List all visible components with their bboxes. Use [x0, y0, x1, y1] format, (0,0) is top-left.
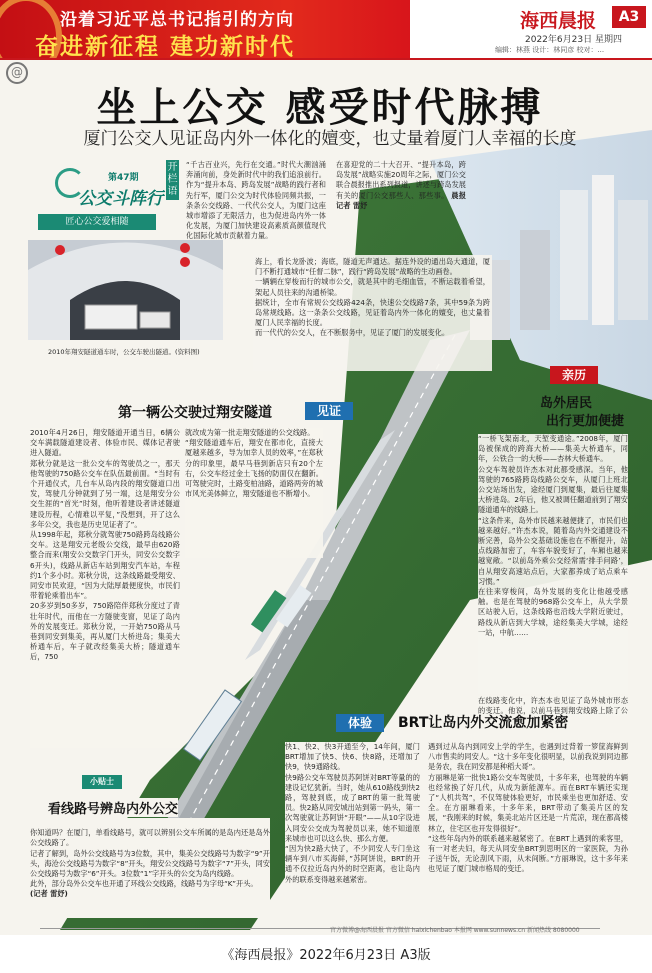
sec3-heading: BRT让岛内外交流愈加紧密	[398, 715, 569, 731]
sec2-text-2: 在线路变化中，许杰本也见证了岛外城市形态的变迁。他说，以前马巷到翔安线路上除了公	[478, 696, 628, 716]
column-strip: 匠心公交爱相随	[38, 214, 156, 230]
column-brand	[65, 170, 170, 228]
column-name: 公交斗阵行	[78, 189, 163, 209]
sec3-col-a: 快1、快2、快3开通至今，14年间，厦门BRT增加了快5、快6、快8路，还增加了快9，快9通路线。 快9路公交车驾驶员苏阿饼对BRT等量的的建设记忆犹新。当时，她从610路线到快2路，驾驶到底，成了BRT的第一批驾驶员。快2路从同安城出站到第一码头，第一次驾驶就让苏阿饼“开眼”——从10字设进入同安公交成为驾驶员以来，她不知道原来城市也可以这么快、那么方便。 “因为快2路大快了，不少同安人专门坐这辆车到八市买海鲜，”苏阿饼说，BRT的开通不仅拉近岛内外的时空距离，也让岛内外的联系变得越来越紧密。	[285, 742, 420, 914]
tips-byline: (记者 雷妤)	[30, 889, 68, 899]
footer-info: 官方微博@海西晨报 官方微信 haixichenbao 本报网 www.sunnews.cn 新闻热线 8080000	[330, 927, 580, 934]
tips-text	[30, 818, 270, 918]
intro-byline: 晨报记者 雷妤	[336, 190, 466, 210]
sec2-heading-2: 出行更加便捷	[546, 414, 625, 429]
page-number-badge: A3	[612, 6, 646, 28]
photo-caption: 2010年翔安隧道通车时，公交车驶出隧道。(资料图)	[48, 348, 200, 356]
banner-line2: 奋进新征程 建功新时代	[35, 34, 296, 58]
headline-subtitle: 厦门公交人见证岛内外一体化的嬗变，也丈量着厦门人幸福的长度	[83, 129, 577, 149]
banner-line1: 沿着习近平总书记指引的方向	[60, 10, 294, 30]
sec2-text: “一桥飞架南北，天堑变通途。”2008年，厦门岛被保成的跨海大桥——集美大桥通车，同年，公铁合一的大桥——杏林大桥通车。 公交车驾驶员许杰本对此都受感深。当年，他驾驶的765路跨岛线路公交车，从厦门上班北公交站场出发，途经厦门到厦集，最后往厦集大桥进岛。2年后，他又被调任翻道前到了翔安隧道通车的线路上。 “这条件来，岛外市民越来越便捷了，市民们也越来越好。”许杰本说，随着岛内外交通建设不断完善，岛外公交基础设施也在不断提升，站点线路加密了，车容车貌变好了，车厢也越来越宽敞。“以前岛外乘公交经常需‘排手问路’，自从翔安高速站点后，大家都养成了站点乘车习惯。” 在往来穿梭间，岛外发展的变化让他越受感触。也是在驾驶的968路公交车上，从大学景区站驶入后，这条线路也沿线大学附近驶过，路线从新店到大学城，途经集美大学城，途经一站，中航……	[478, 434, 628, 694]
sec1-col-b: 就改成为第一批走翔安隧道的公交线路。 “翔安隧道通车后，翔安在都市化，直接大厦越来越多，导为加幸人员的效率，”在郑秋分的印象里，最早马巷到新店只有20个左右，公交车经过金土飞扬的防面仅在翻新。可驾驶完时，土路变柏油路，道路两旁的城市风光美体鲜立，翔安隧道也不断增小。	[185, 428, 323, 558]
tips-body: 你知道吗？在厦门，单看线路号，就可以辨别公交车所属的是岛内还是岛外公交线路了。 记者了解到，岛外公交线路号为3位数，其中，集美公交线路号为数字“9”开头，海沧公交线路号为数字“8”开头，翔安公交线路号为数字“7”开头，同安公交线路号为数字“6”开头。3位数“1”字开头的公交为岛内线路。 此外，部分岛外公交车也开通了环线公交线路，线路号为字母“K”开头。	[30, 828, 270, 889]
intro-paragraph-1: “千古百业兴，先行在交通。”时代大潮汹涌奔涌向前，身处新时代中的我们追浪前行。作为“提升本岛、跨岛发展”战略的践行者和先行军，厦门公交为时代体验同频共振，一条条公交线路、一代代公交人，为厦门这座城市增添了无限活力，也为促进岛内外一体化发展，为厦门加快建设高素质高颜值现代化国际化城市贡献着力量。	[186, 160, 326, 241]
sec1-heading: 第一辆公交驶过翔安隧道	[118, 405, 272, 421]
tips-heading: 看线路号辨岛内外公交	[48, 798, 178, 817]
sec1-col-a: 2010年4月26日，翔安隧道开通当日，6辆公交车满载隧道建设者、体验市民、媒体记者驶进入隧道。 郑秋分就是这一批公交车的驾驶员之一，那天他驾驶的750路公交车在队伍最前面。“当时有个开通仪式，几台车从岛内段的翔安隧道口出发，驾驶几分钟就到了另一端，这是翔安分公交生涯的“首光”时刻，他听着建设者讲述隧道建设历程，心情难以平复，”没想到，开了这么多年公交，我也是历史见证者了”。 从1998年起，郑秋分就驾驶750路跨岛线路公交车。这是翔安元老级公交线，最早由620路整合而来(翔安公交数字门开头，同安公交数字6开头)，线路从新店车站到翔安汽车站，车程约1个多小时。郑秋分说，这条线路最受翔安、同安市民欢迎，“因为大陆厚最便度快，市民们带着轮乘着出车”。 20多岁到50多岁，750路陪伴郑秋分度过了青壮年时代，而他在一方隧驶变窗，见证了岛内外的发展变迁。郑秋分说，一开始750路从马巷到同安到集美，再从厦门大桥进岛；集美大桥通车后，车子就改经集美大桥；隧道通车后，750	[30, 428, 180, 748]
sec1-tag: 见证	[305, 402, 353, 420]
sec2-tag: 亲历	[550, 366, 598, 384]
editor-credits: 编辑：林燕 设计：林同彦 校对：...	[495, 46, 605, 54]
issue-date: 2022年6月23日 星期四	[525, 35, 622, 45]
intro-paragraph-2: 在喜迎党的二十大召开、“提升本岛，跨岛发展”战略实施20周年之际，厦门公交联合晨报推出系列报道，讲述与跨岛发展有关的厦门公交那些人、那些事。	[336, 160, 466, 200]
sec2-heading-1: 岛外居民	[540, 396, 593, 411]
kaipian-label: 开栏语	[166, 160, 179, 200]
sec3-col-b: 遇到过从岛内到同安上学的学生，也遇到过背着一箩筐海鲜到八市售卖的同安人。“这十多年变化很明显，以前我说到同边都是务农，我在同安都是种稻大哥”。 方丽琳是第一批快1路公交车驾驶员，十多年来，也驾驶的车辆也经常换了好几代，从成为新能源车。而在BRT车辆还实现了“人机共驾”，不仅驾驶体验更好，市民乘坐也更加舒适、安全。在方丽琳看来，十多年来，BRT带动了集美片区的发展，“我刚来的时候，集美北站片区还是一片荒凉，现在都高楼林立，住宅区也开发得很好”。 “这些年岛内外的联系越来越紧密了。在BRT上遇到的乘客里，有一对老夫妇，每天从同安坐BRT到思明区的一家医院，为孙子送午饭，无论刮风下雨，从未间断。”方丽琳说，这十多年来也见证了厦门城市格局的变迁。	[428, 742, 628, 914]
publication-caption: 《海西晨报》2022年6月23日 A3版	[221, 948, 431, 963]
column-issue: 第47期	[108, 173, 139, 183]
paper-logo: 海西晨报	[520, 10, 597, 32]
tips-tag: 小贴士	[82, 775, 122, 789]
right-intro: 海上，看长龙卧波；海底，隧道无声通达。据连外设的通出岛大通道，厦门不断打通城市“任督二脉”，践行“跨岛发展”战略的生动画卷。 一辆辆在穿梭而行的城市公交，就是其中的毛细血管，不断运载着希望，架起人员往来的沟通桥梁。 据统计，全市有常规公交线路424条，快速公交线路7条，其中59条为跨岛常规线路。这一条条公交线路，见证着岛内外一体化的嬗变，也丈量着厦门人民幸福的长度。 而一代代的公交人，在不断服务中，见证了厦门的发展变化。	[253, 255, 492, 371]
at-icon: @	[6, 62, 28, 84]
sec3-tag: 体验	[336, 714, 384, 732]
headline-title: 坐上公交 感受时代脉搏	[96, 85, 544, 131]
